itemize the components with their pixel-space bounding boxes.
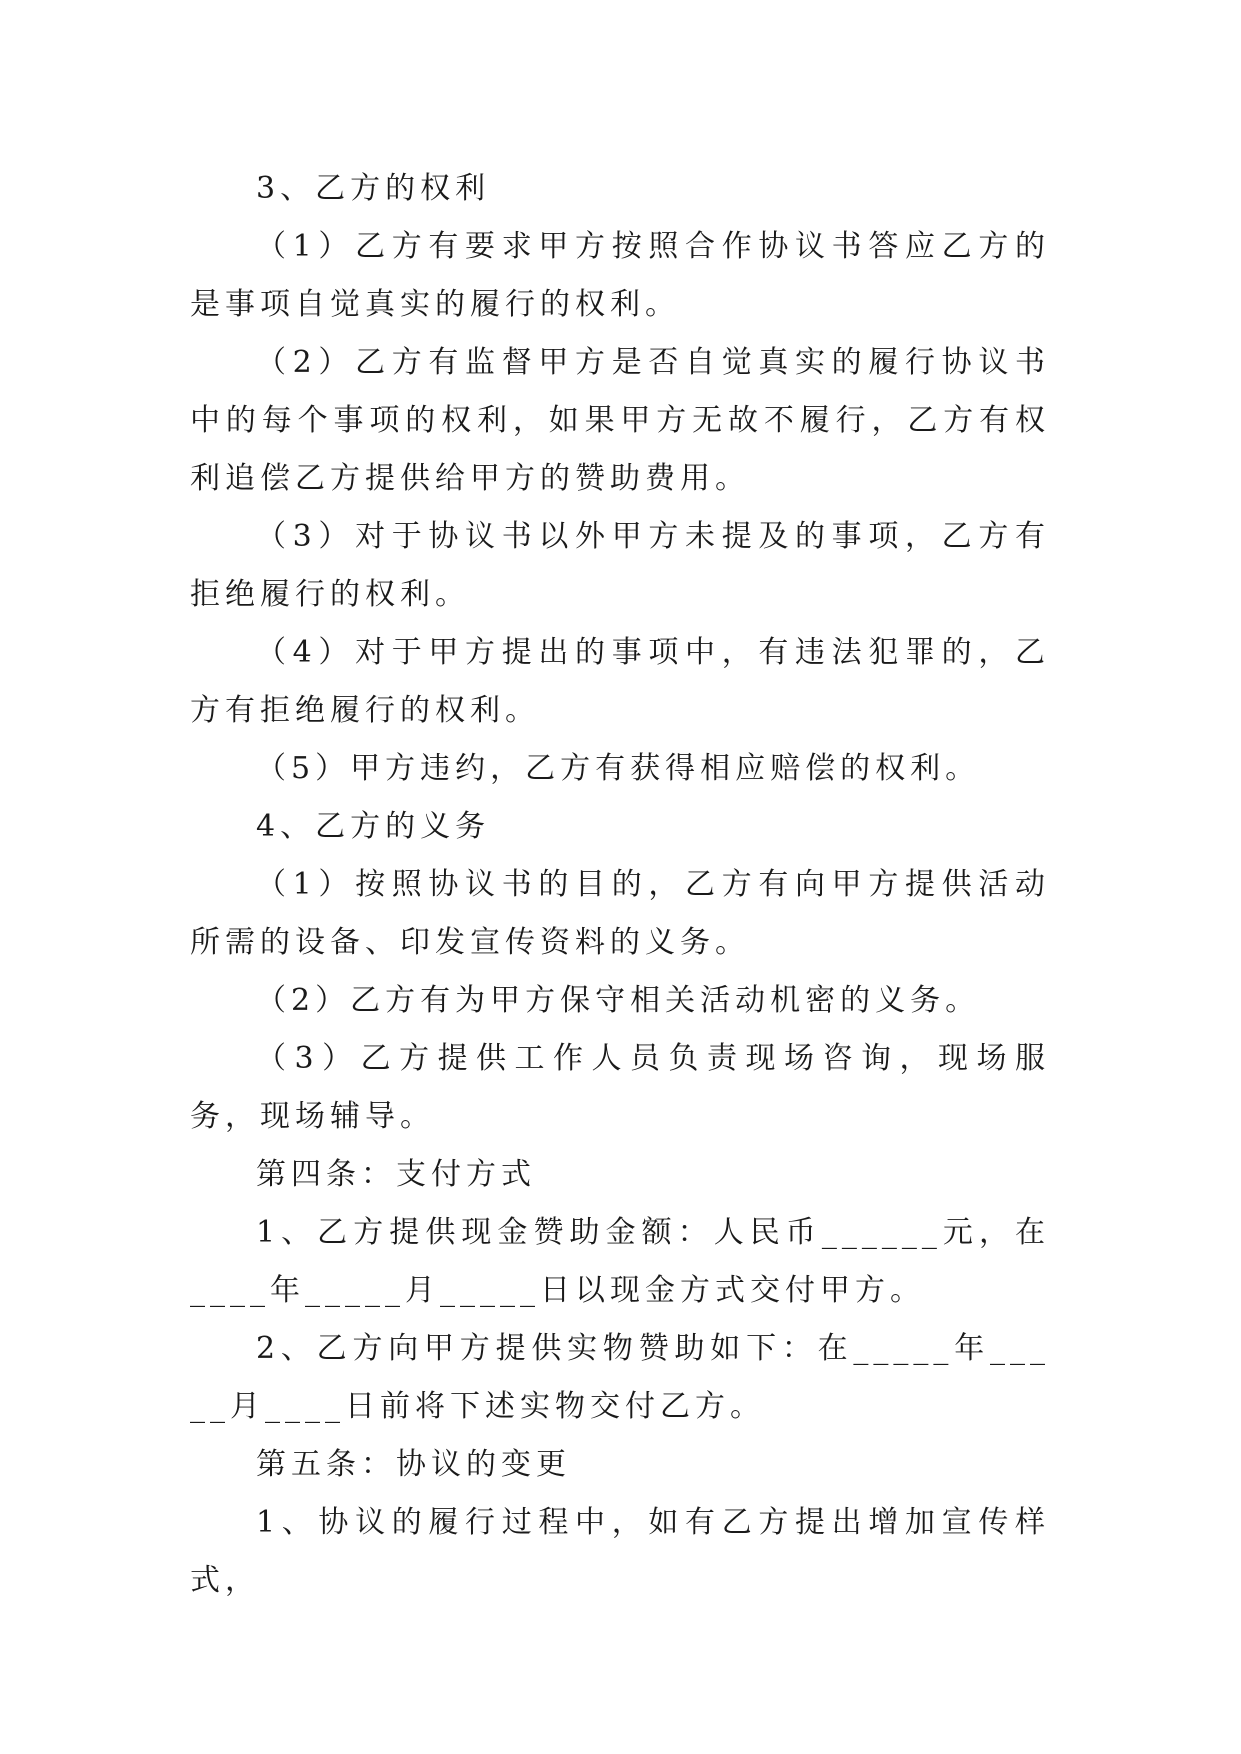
payment-item-1: 1、乙方提供现金赞助金额：人民币______元，在____年_____月_____日以现金方式交付甲方。: [190, 1215, 1050, 1308]
obligations-item-1: （1）按照协议书的目的，乙方有向甲方提供活动所需的设备、印发宣传资料的义务。: [190, 867, 1050, 960]
change-item-1: 1、协议的履行过程中，如有乙方提出增加宣传样式，: [190, 1505, 1050, 1598]
rights-item-4: （4）对于甲方提出的事项中，有违法犯罪的，乙方有拒绝履行的权利。: [190, 635, 1050, 728]
payment-item-2: 2、乙方向甲方提供实物赞助如下：在_____年_____月____日前将下述实物交付乙方。: [190, 1331, 1050, 1424]
rights-item-2: （2）乙方有监督甲方是否自觉真实的履行协议书中的每个事项的权利，如果甲方无故不履行，乙方有权利追偿乙方提供给甲方的赞助费用。: [190, 345, 1050, 496]
section-heading-party-b-rights: 3、乙方的权利: [256, 171, 491, 206]
section-heading-party-b-obligations: 4、乙方的义务: [256, 809, 491, 844]
rights-item-5: （5）甲方违约，乙方有获得相应赔偿的权利。: [256, 751, 981, 786]
article-heading-agreement-change: 第五条：协议的变更: [256, 1447, 571, 1482]
rights-item-3: （3）对于协议书以外甲方未提及的事项，乙方有拒绝履行的权利。: [190, 519, 1050, 612]
document-body: [190, 160, 1050, 1610]
rights-item-1: （1）乙方有要求甲方按照合作协议书答应乙方的是事项自觉真实的履行的权利。: [190, 229, 1050, 322]
article-heading-payment-method: 第四条：支付方式: [256, 1157, 536, 1192]
obligations-item-2: （2）乙方有为甲方保守相关活动机密的义务。: [256, 983, 981, 1018]
obligations-item-3: （3）乙方提供工作人员负责现场咨询，现场服务，现场辅导。: [190, 1041, 1050, 1134]
